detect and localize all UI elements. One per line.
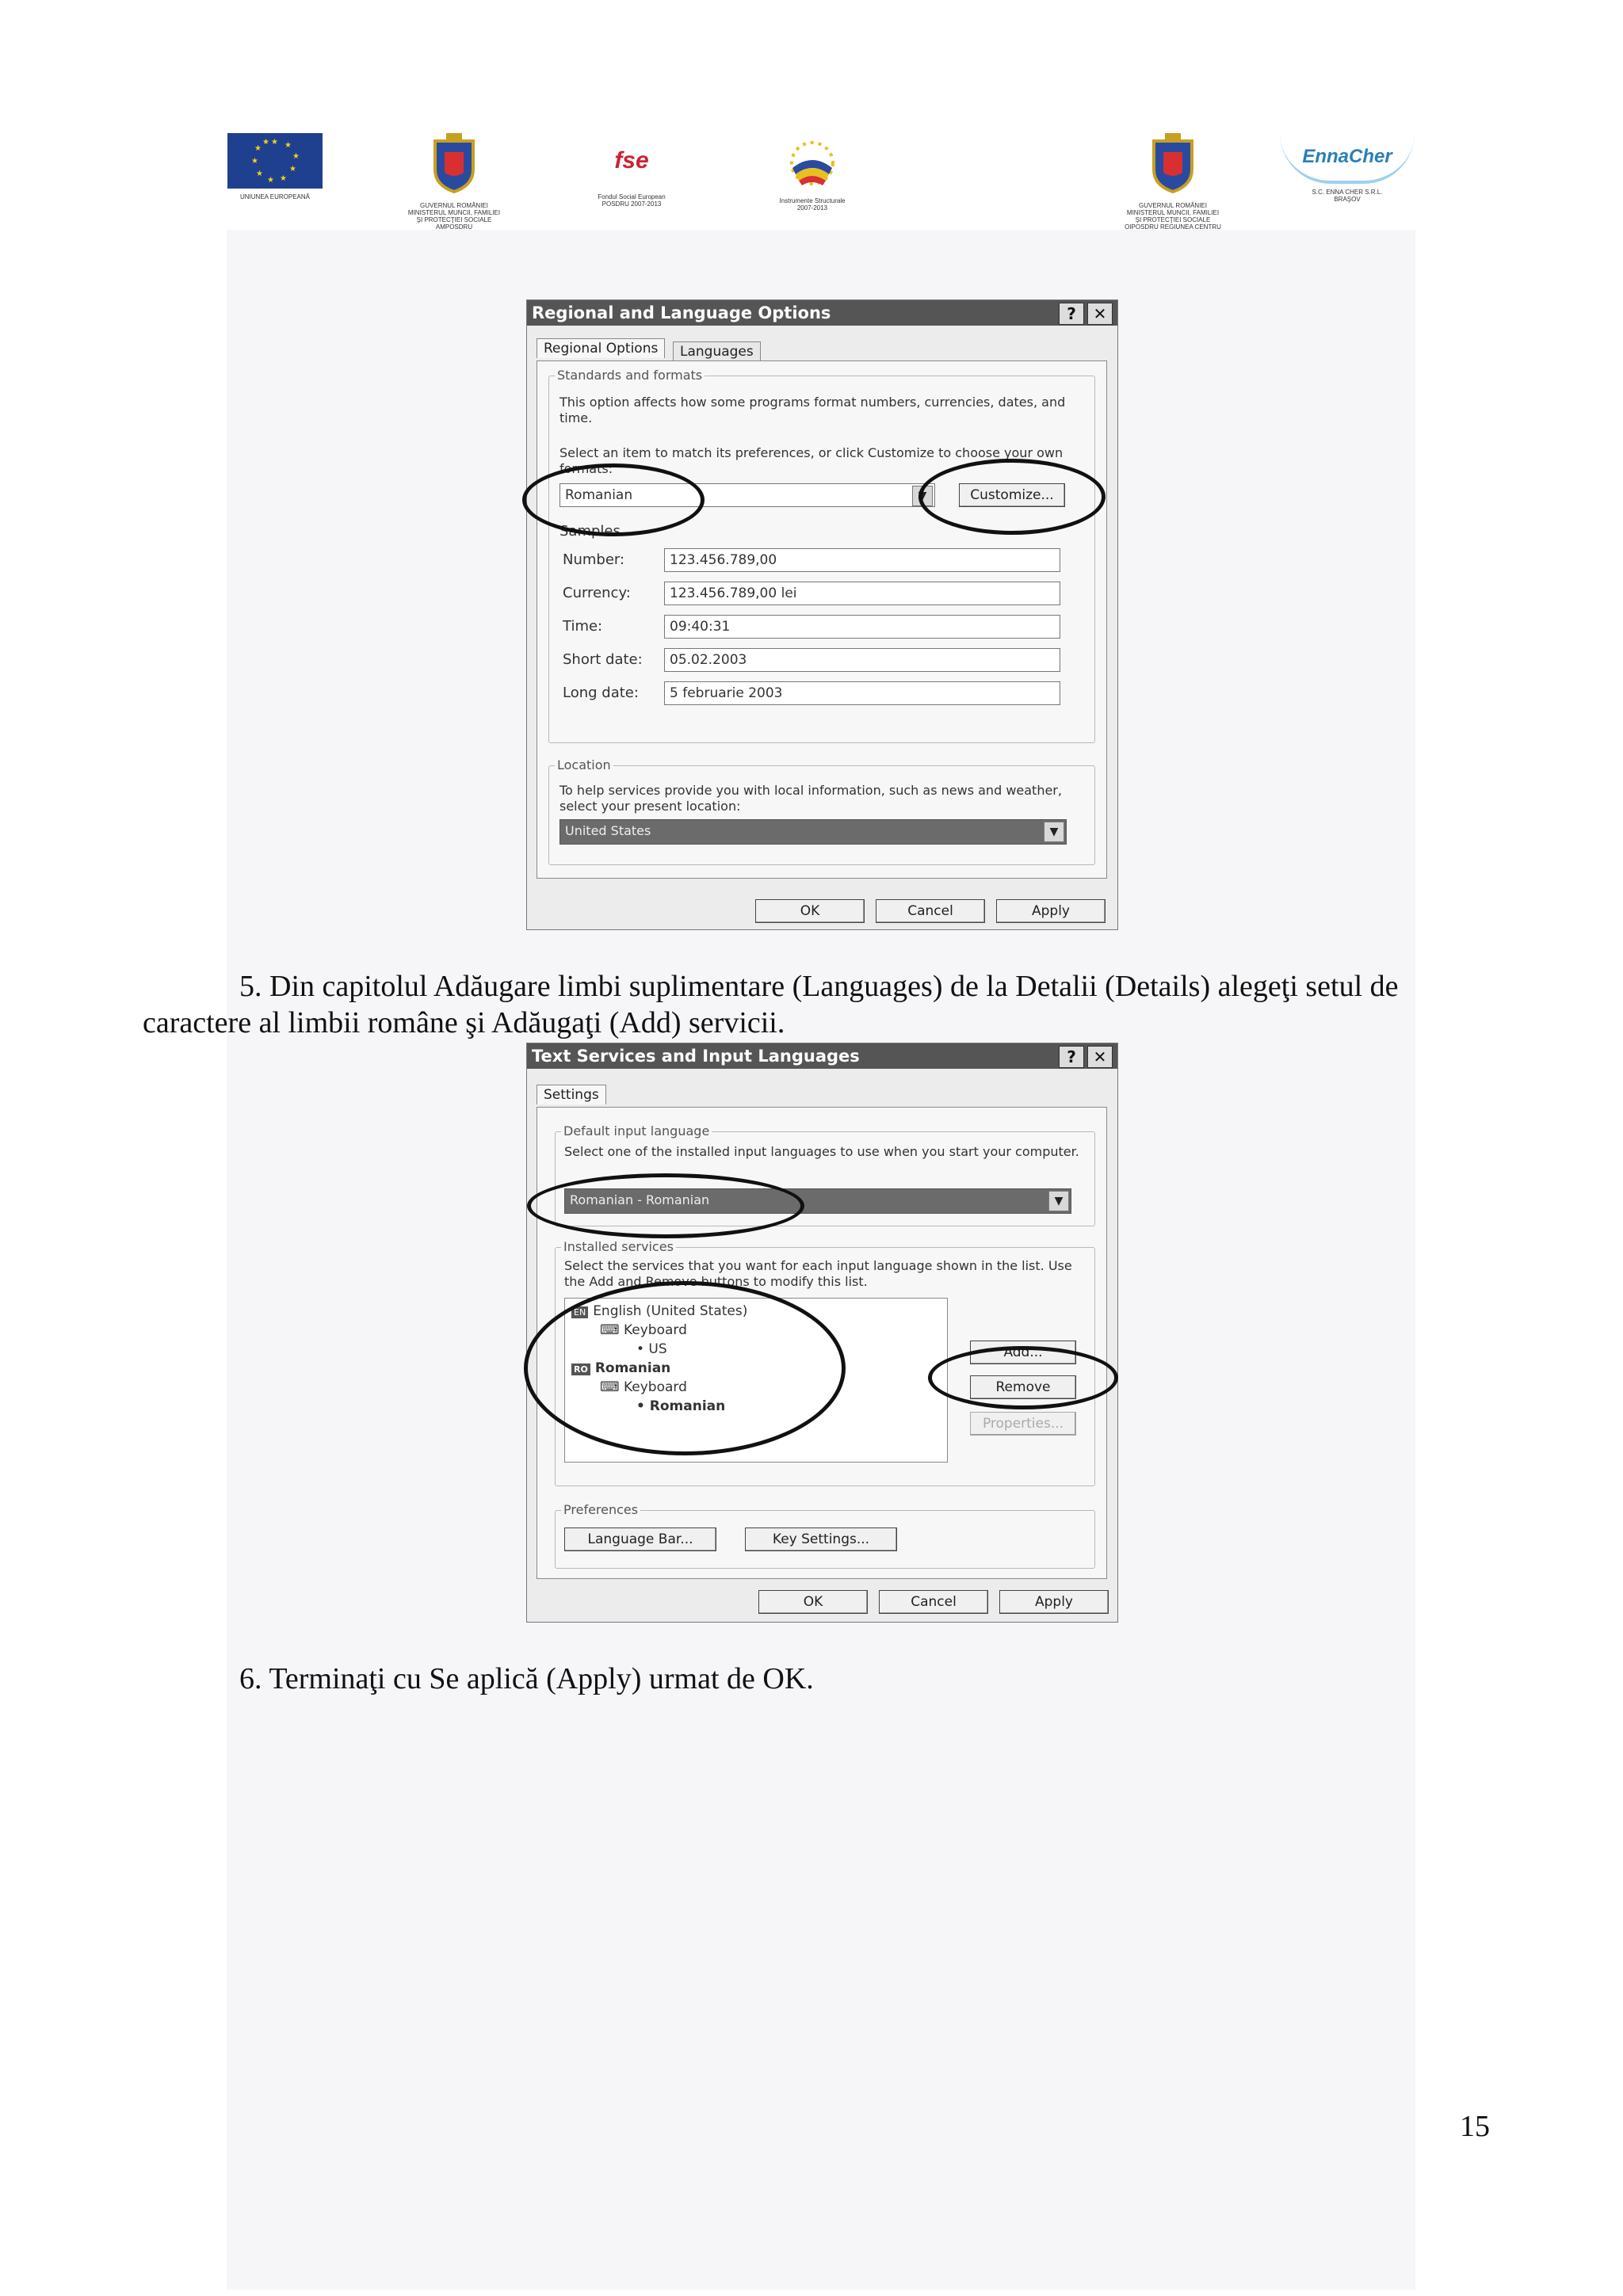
highlight-oval-format	[522, 463, 705, 536]
tree-item-english[interactable]: EN English (United States)	[571, 1303, 747, 1319]
text-services-dialog	[526, 1043, 1118, 1623]
step-5-line-1: 5. Din capitolul Adăugare limbi suplimentare (Languages) de la Detalii (Details) alegeţi setul de	[239, 970, 1399, 1003]
key-settings-button[interactable]: Key Settings...	[745, 1527, 897, 1551]
sample-label: Currency:	[563, 585, 631, 601]
location-group	[548, 765, 1095, 865]
logo-caption: Fondul Social European POSDRU 2007-2013	[598, 193, 666, 208]
logo-caption: UNIUNEA EUROPEANĂ	[239, 193, 311, 200]
apply-button[interactable]: Apply	[999, 1590, 1109, 1614]
chevron-down-icon[interactable]: ▼	[1048, 1191, 1069, 1211]
logo-caption: S.C. ENNA CHER S.R.L. BRAŞOV	[1312, 189, 1383, 203]
dialog-title-bar	[527, 1043, 1117, 1069]
step-5-line-2: caractere al limbii române şi Adăugaţi (Add) servicii.	[143, 1006, 785, 1039]
crest-icon	[430, 133, 478, 193]
tree-item-us[interactable]: • US	[636, 1341, 667, 1357]
highlight-oval-default-language	[527, 1173, 804, 1238]
dialog-title-bar	[527, 300, 1117, 326]
preferences-label: Preferences	[561, 1502, 640, 1517]
installed-services-label: Installed services	[561, 1239, 676, 1254]
sample-short-date-value: 05.02.2003	[664, 648, 1060, 672]
tree-item-romanian[interactable]: RO Romanian	[571, 1360, 670, 1376]
fse-logo	[572, 133, 691, 208]
dialog-title: Regional and Language Options	[532, 303, 831, 322]
remove-button[interactable]: Remove	[970, 1375, 1076, 1399]
sample-label: Number:	[563, 551, 625, 568]
dialog-title: Text Services and Input Languages	[532, 1047, 860, 1066]
logo-caption: GUVERNUL ROMÂNIEI MINISTERUL MUNCII, FAMILIEI ŞI PROTECŢIEI SOCIALE AMPOSDRU	[407, 202, 501, 231]
close-button[interactable]: ✕	[1087, 1046, 1113, 1068]
tab-regional-options[interactable]: Regional Options	[537, 338, 665, 358]
chevron-down-icon[interactable]: ▼	[912, 486, 933, 506]
ennacher-logo	[1272, 133, 1423, 203]
language-bar-button[interactable]: Language Bar...	[564, 1527, 716, 1551]
crest-icon	[1149, 133, 1197, 193]
fse-icon: fse	[614, 147, 649, 174]
chevron-down-icon[interactable]: ▼	[1044, 822, 1064, 842]
format-select[interactable]: Romanian ▼	[559, 483, 935, 507]
government-crest-logo-2	[1102, 133, 1244, 231]
logo-caption: GUVERNUL ROMÂNIEI MINISTERUL MUNCII, FAMILIEI ŞI PROTECŢIEI SOCIALE OIPOSDRU REGIUNEA CENTRU	[1125, 202, 1221, 231]
highlight-oval-customize	[918, 459, 1106, 535]
close-button[interactable]: ✕	[1087, 303, 1113, 325]
ok-button[interactable]: OK	[758, 1590, 868, 1614]
cancel-button[interactable]: Cancel	[879, 1590, 988, 1614]
ok-button[interactable]: OK	[755, 899, 865, 923]
default-language-label: Default input language	[561, 1123, 712, 1138]
default-language-description: Select one of the installed input languages to use when you start your computer.	[564, 1144, 1079, 1159]
structural-instruments-logo	[753, 133, 872, 212]
properties-button[interactable]: Properties...	[970, 1412, 1076, 1436]
standards-label: Standards and formats	[555, 368, 705, 383]
sponsor-logos	[0, 133, 1623, 244]
help-button[interactable]: ?	[1059, 1046, 1084, 1068]
sample-long-date-value: 5 februarie 2003	[664, 681, 1060, 705]
tab-languages[interactable]: Languages	[673, 341, 761, 361]
tab-settings[interactable]: Settings	[537, 1085, 606, 1104]
sample-label: Long date:	[563, 685, 639, 701]
regional-options-dialog	[526, 299, 1118, 930]
structural-instruments-icon	[769, 133, 856, 189]
location-label: Location	[555, 757, 613, 772]
tree-item-keyboard[interactable]: ⌨ Keyboard	[600, 1379, 687, 1395]
standards-instruction: Select an item to match its preferences, or click Customize to choose your own formats:	[559, 445, 1064, 476]
government-crest-logo	[387, 133, 521, 231]
customize-button[interactable]: Customize...	[959, 483, 1065, 507]
samples-label: Samples	[559, 523, 621, 540]
standards-description: This option affects how some programs format numbers, currencies, dates, and time.	[559, 395, 1066, 425]
eu-logo	[223, 133, 327, 200]
keyboard-icon: ⌨	[600, 1379, 624, 1395]
highlight-oval-add	[928, 1346, 1118, 1409]
installed-services-description: Select the services that you want for each input language shown in the list. Use the Add and Remove buttons to modify this list.	[564, 1258, 1072, 1289]
location-description: To help services provide you with local information, such as news and weather, select your present location:	[559, 783, 1062, 814]
keyboard-icon: ⌨	[600, 1322, 624, 1338]
ennacher-icon: EnnaCher	[1280, 133, 1415, 184]
sample-number-value: 123.456.789,00	[664, 548, 1060, 572]
sample-label: Time:	[563, 618, 603, 635]
sample-label: Short date:	[563, 651, 643, 668]
sample-time-value: 09:40:31	[664, 615, 1060, 639]
sample-currency-value: 123.456.789,00 lei	[664, 582, 1060, 605]
tab-panel	[537, 360, 1107, 879]
location-select[interactable]: United States ▼	[559, 819, 1067, 845]
tree-item-keyboard[interactable]: ⌨ Keyboard	[600, 1322, 687, 1338]
default-language-select[interactable]: Romanian - Romanian ▼	[564, 1188, 1071, 1214]
page-number: 15	[1460, 2110, 1490, 2143]
logo-caption: Instrumente Structurale 2007-2013	[779, 197, 846, 212]
apply-button[interactable]: Apply	[996, 899, 1106, 923]
eu-flag-icon: ★ ★ ★ ★ ★ ★ ★ ★ ★ ★	[227, 133, 323, 189]
cancel-button[interactable]: Cancel	[876, 899, 985, 923]
add-button[interactable]: Add...	[970, 1341, 1076, 1364]
highlight-oval-installed-services	[524, 1281, 846, 1455]
tree-item-romanian-layout[interactable]: • Romanian	[636, 1398, 726, 1414]
step-6: 6. Terminaţi cu Se aplică (Apply) urmat de OK.	[239, 1662, 814, 1695]
help-button[interactable]: ?	[1059, 303, 1084, 325]
